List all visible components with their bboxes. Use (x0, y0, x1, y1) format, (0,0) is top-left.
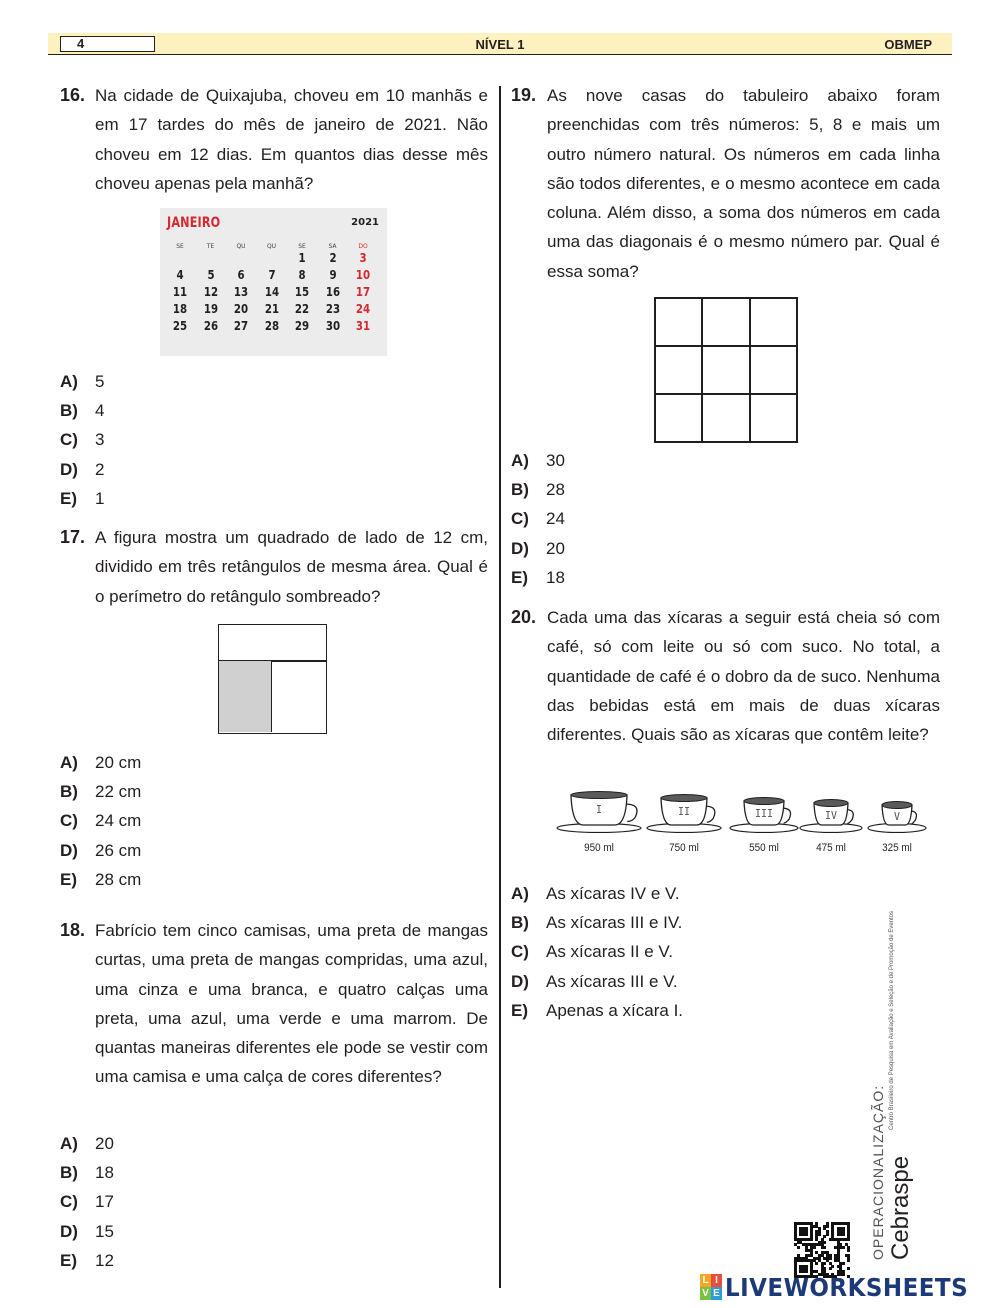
option-e[interactable] (511, 1001, 871, 1025)
question-number: 16. (60, 85, 86, 105)
calendar-day: 28 (264, 319, 279, 333)
option-letter: E) (60, 869, 77, 889)
option-value: 12 (95, 1250, 114, 1270)
option-d[interactable] (60, 1222, 420, 1246)
option-letter: E) (60, 488, 77, 508)
calendar-day: 21 (264, 302, 279, 316)
option-d[interactable] (511, 972, 871, 996)
option-value: As xícaras II e V. (546, 942, 673, 962)
option-value: Apenas a xícara I. (546, 1000, 684, 1020)
option-value: 28 (546, 480, 565, 500)
option-c[interactable] (60, 811, 420, 835)
calendar-weekday: QU (266, 243, 277, 250)
cup-numeral: I (596, 802, 602, 816)
option-letter: A) (60, 372, 78, 391)
option-e[interactable] (511, 568, 871, 592)
page-number: 4 (60, 36, 155, 52)
calendar-day: 25 (172, 319, 188, 333)
calendar-weekday: QU (236, 243, 246, 250)
option-letter: C) (60, 811, 78, 831)
option-e[interactable] (60, 1251, 420, 1275)
option-d[interactable] (60, 841, 420, 865)
option-letter: C) (60, 430, 78, 450)
calendar-image (160, 208, 387, 356)
calendar-day: 4 (176, 268, 184, 282)
option-c[interactable] (60, 1192, 420, 1216)
option-b[interactable] (60, 401, 420, 425)
option-value: 17 (95, 1192, 114, 1212)
option-e[interactable] (60, 489, 420, 513)
option-letter: E) (511, 567, 528, 587)
calendar-day: 15 (294, 285, 310, 299)
calendar-day: 20 (233, 302, 249, 316)
calendar-day: 3 (359, 251, 367, 265)
option-e[interactable] (60, 870, 420, 894)
option-c[interactable] (60, 430, 420, 454)
calendar-day: 9 (328, 268, 337, 282)
option-d[interactable] (60, 460, 420, 484)
board-cell (702, 346, 749, 394)
option-letter: B) (60, 1163, 78, 1183)
option-letter: D) (60, 459, 78, 479)
board-cell (750, 394, 797, 442)
option-c[interactable] (511, 509, 871, 533)
option-letter: E) (60, 1250, 77, 1270)
option-value: 20 cm (95, 753, 142, 772)
option-value: 24 (546, 509, 565, 529)
calendar-day: 19 (203, 302, 218, 316)
option-value: 3 (95, 430, 105, 450)
cup-volume: 750 ml (669, 842, 699, 854)
option-a[interactable] (511, 451, 871, 475)
liveworksheets-logo[interactable] (700, 1272, 989, 1302)
page-header (48, 33, 952, 55)
shaded-rectangle (219, 661, 272, 732)
board-cell (655, 394, 702, 442)
calendar-day: 7 (267, 268, 276, 282)
level-title: NÍVEL 1 (475, 37, 525, 52)
question-text: Fabrício tem cinco camisas, uma preta de mangas curtas, uma preta de mangas compridas, uma azul, uma cinza e uma branca, e quatro calças uma preta, uma azul, uma verde e uma marrom. De quantas maneiras diferentes ele pode se vestir com uma camisa e uma calça de cores diferentes? (95, 921, 488, 1087)
calendar-day: 2 (328, 251, 337, 265)
option-value: 24 cm (95, 811, 142, 831)
calendar-day: 14 (264, 285, 279, 299)
option-value: 20 (546, 538, 565, 558)
tic-tac-board (654, 297, 798, 443)
option-letter: D) (511, 971, 529, 991)
option-value: 4 (95, 401, 105, 421)
calendar-day: 22 (294, 302, 310, 316)
brand-label: OBMEP (884, 37, 932, 52)
question-number: 18. (60, 920, 86, 940)
calendar-day: 13 (233, 285, 249, 299)
calendar-day: 1 (298, 251, 306, 265)
calendar-day: 6 (237, 268, 245, 282)
cup-numeral: V (894, 810, 900, 823)
calendar-day: 10 (355, 268, 371, 282)
option-value: As xícaras III e V. (546, 971, 678, 991)
option-b[interactable] (511, 913, 871, 937)
board-cell (702, 298, 749, 346)
calendar-day: 17 (355, 285, 371, 299)
option-value: 22 cm (95, 782, 142, 802)
question-number: 20. (511, 607, 537, 627)
calendar-day: 12 (203, 285, 218, 299)
square-figure (218, 624, 327, 734)
calendar-day: 27 (233, 319, 249, 333)
option-d[interactable] (511, 539, 871, 563)
calendar-weekday: SA (328, 243, 337, 250)
calendar-weekday: TE (206, 243, 215, 250)
cebraspe-logo (887, 910, 915, 1260)
option-letter: C) (511, 509, 529, 529)
calendar-weekday: SE (176, 243, 184, 250)
calendar-day: 11 (172, 285, 188, 299)
calendar-day: 30 (325, 319, 340, 333)
option-value: As xícaras III e IV. (546, 913, 683, 933)
option-value: 20 (95, 1134, 114, 1153)
board-cell (750, 298, 797, 346)
option-b[interactable] (60, 1163, 420, 1187)
column-divider (499, 86, 501, 1288)
option-value: 26 cm (95, 840, 142, 860)
cup-volume: 950 ml (584, 842, 614, 854)
board-cell (702, 394, 749, 442)
option-letter: A) (511, 884, 529, 903)
question-text: Cada uma das xícaras a seguir está cheia só com café, só com leite ou só com suco. No total, a quantidade de café é o dobro da de suco. Nenhuma das bebidas está em mais de duas xícaras diferentes. Quais são as xícaras que contêm leite? (547, 608, 940, 745)
calendar-weekday: DO (358, 243, 368, 250)
calendar-day: 5 (206, 268, 215, 282)
question-text: Na cidade de Quixajuba, choveu em 10 manhãs e em 17 tardes do mês de janeiro de 2021. Não choveu em 12 dias. Em quantos dias desse mês choveu apenas pela manhã? (95, 86, 488, 193)
option-a[interactable] (511, 884, 871, 908)
option-b[interactable] (511, 480, 871, 504)
option-value: As xícaras IV e V. (546, 884, 680, 903)
cup-numeral: III (755, 807, 773, 820)
question-number: 17. (60, 527, 86, 547)
option-value: 15 (95, 1221, 114, 1241)
option-a[interactable] (60, 1134, 420, 1158)
option-letter: C) (511, 942, 529, 962)
calendar-weekday: SE (298, 243, 306, 250)
board-cell (655, 298, 702, 346)
calendar-day: 18 (172, 302, 188, 316)
option-letter: B) (60, 782, 78, 802)
option-value: 1 (95, 488, 105, 508)
question-text: A figura mostra um quadrado de lado de 12 cm, dividido em três retângulos de mesma área. Qual é o perímetro do retângulo sombreado? (95, 528, 488, 606)
calendar-month: JANEIRO (167, 215, 221, 231)
option-letter: B) (511, 480, 529, 500)
option-letter: A) (60, 753, 78, 772)
option-letter: D) (60, 840, 78, 860)
cup-volume: 550 ml (749, 842, 779, 854)
option-letter: B) (511, 913, 529, 933)
question-text: As nove casas do tabuleiro abaixo foram preenchidas com três números: 5, 8 e mais um outro número natural. Os números em cada linha são todos diferentes, e o mesmo acontece em cada coluna. Além disso, a soma dos números em cada uma das diagonais é o mesmo número par. Qual é essa soma? (547, 86, 940, 281)
calendar-day: 29 (294, 319, 310, 333)
option-value: 28 cm (95, 869, 142, 889)
option-letter: A) (60, 1134, 78, 1153)
calendar-day: 26 (203, 319, 218, 333)
option-a[interactable] (60, 372, 420, 396)
cup-volume: 475 ml (816, 842, 846, 854)
board-cell (655, 346, 702, 394)
calendar-day: 8 (298, 268, 306, 282)
cup-numeral: II (678, 804, 690, 818)
qr-code (794, 1222, 850, 1278)
option-value: 30 (546, 451, 565, 470)
calendar-day: 16 (325, 285, 340, 299)
option-value: 2 (95, 459, 105, 479)
cup-volume: 325 ml (882, 842, 912, 854)
cup-numeral: IV (825, 808, 837, 822)
cebraspe-name: Cebraspe (887, 1155, 914, 1260)
calendar-year: 2021 (351, 217, 379, 228)
calendar-day: 23 (325, 302, 340, 316)
calendar-day: 31 (355, 319, 371, 333)
liveworksheets-text: LIVEWORKSHEETS (725, 1272, 969, 1302)
option-letter: A) (511, 451, 529, 470)
cebraspe-subtitle: Centro Brasileiro de Pesquisa em Avaliação e Seleção e de Promoção de Eventos (889, 910, 895, 1130)
board-cell (750, 346, 797, 394)
option-letter: B) (60, 401, 78, 421)
operacionalizacao-label: OPERACIONALIZAÇÃO: (870, 1084, 886, 1260)
option-letter: D) (511, 538, 529, 558)
option-value: 18 (95, 1163, 114, 1183)
question-number: 19. (511, 85, 537, 105)
option-c[interactable] (511, 942, 871, 966)
option-a[interactable] (60, 753, 420, 777)
option-b[interactable] (60, 782, 420, 806)
option-value: 18 (546, 567, 565, 587)
option-letter: D) (60, 1221, 78, 1241)
option-letter: C) (60, 1192, 78, 1212)
liveworksheets-badge-icon: L I V E (700, 1274, 722, 1300)
calendar-day: 24 (355, 302, 371, 316)
option-letter: E) (511, 1000, 528, 1020)
option-value: 5 (95, 372, 105, 391)
